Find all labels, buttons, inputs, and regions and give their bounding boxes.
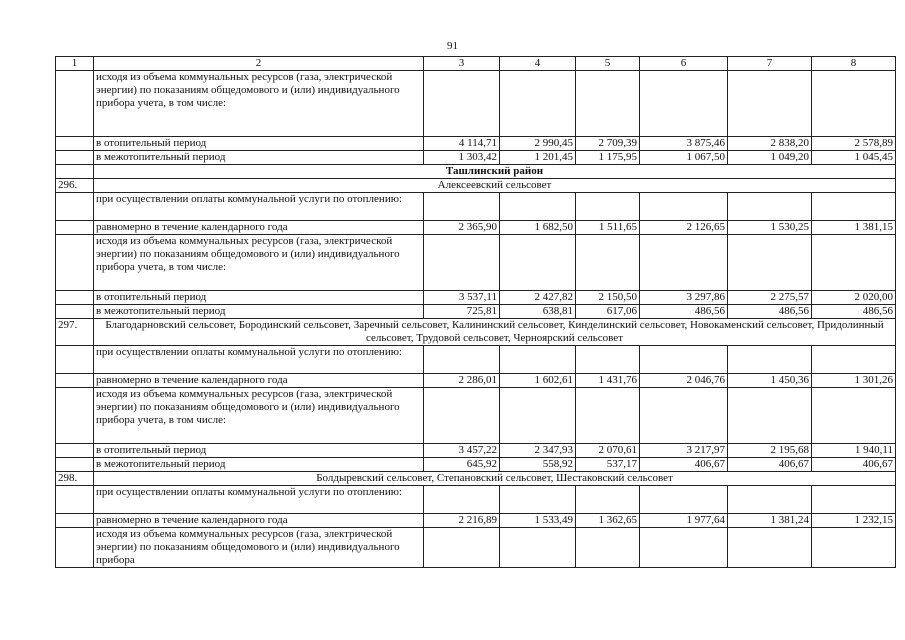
value-cell: 406,67 [640,458,728,472]
row-label: при осуществлении оплаты коммунальной услуги по отоплению: [94,193,424,221]
value-cell: 617,06 [576,305,640,319]
value-cell: 486,56 [728,305,812,319]
value-cell: 3 217,97 [640,444,728,458]
header-cell: 6 [640,57,728,71]
row-label: исходя из объема коммунальных ресурсов (газа, электрической энергии) по показаниям общедомового и (или) индивидуального прибора учета, в том числе: [94,71,424,137]
table-row [56,71,896,137]
value-cell: 1 049,20 [728,151,812,165]
row-label: исходя из объема коммунальных ресурсов (газа, электрической энергии) по показаниям общедомового и (или) индивидуального прибора учета, в том числе: [94,388,424,444]
value-cell: 486,56 [812,305,896,319]
header-cell: 7 [728,57,812,71]
value-cell: 1 511,65 [576,221,640,235]
section-title: Болдыревский сельсовет, Степановский сельсовет, Шестаковский сельсовет [94,472,896,486]
value-cell: 2 195,68 [728,444,812,458]
value-cell: 645,92 [424,458,500,472]
section-title-row [56,472,896,486]
row-label: при осуществлении оплаты коммунальной услуги по отоплению: [94,346,424,374]
table-row [56,458,896,472]
value-cell: 2 427,82 [500,291,576,305]
value-cell: 537,17 [576,458,640,472]
value-cell: 1 381,15 [812,221,896,235]
value-cell: 3 457,22 [424,444,500,458]
table-row [56,514,896,528]
value-cell: 1 450,36 [728,374,812,388]
table-row [56,388,896,444]
header-cell: 8 [812,57,896,71]
value-cell: 1 431,76 [576,374,640,388]
row-label: равномерно в течение календарного года [94,374,424,388]
value-cell: 1 381,24 [728,514,812,528]
section-title: Алексеевский сельсовет [94,179,896,193]
table-row [56,235,896,291]
table-row [56,221,896,235]
value-cell: 3 875,46 [640,137,728,151]
section-index: 297. [56,319,94,346]
value-cell: 2 150,50 [576,291,640,305]
section-title-row [56,179,896,193]
row-label: равномерно в течение календарного года [94,221,424,235]
value-cell: 1 977,64 [640,514,728,528]
value-cell: 558,92 [500,458,576,472]
value-cell: 1 175,95 [576,151,640,165]
row-label: исходя из объема коммунальных ресурсов (газа, электрической энергии) по показаниям общедомового и (или) индивидуального прибора [94,528,424,568]
value-cell: 1 530,25 [728,221,812,235]
table-row [56,291,896,305]
value-cell: 1 045,45 [812,151,896,165]
table-row [56,137,896,151]
row-label: в отопительный период [94,137,424,151]
value-cell: 406,67 [812,458,896,472]
row-label: исходя из объема коммунальных ресурсов (газа, электрической энергии) по показаниям общедомового и (или) индивидуального прибора учета, в том числе: [94,235,424,291]
tariff-table [55,56,896,568]
value-cell: 3 537,11 [424,291,500,305]
row-label: в межотопительный период [94,458,424,472]
table-row [56,374,896,388]
value-cell: 406,67 [728,458,812,472]
section-title: Благодарновский сельсовет, Бородинский сельсовет, Заречный сельсовет, Калининский сельсовет, Кинделинский сельсовет, Новокаменский сельсовет, Придолинный сельсовет, Трудовой сельсовет, Черноярский сельсовет [94,319,896,346]
row-label: в отопительный период [94,444,424,458]
value-cell: 725,81 [424,305,500,319]
table-row [56,305,896,319]
section-index: 298. [56,472,94,486]
table-row [56,486,896,514]
value-cell: 2 216,89 [424,514,500,528]
value-cell: 2 838,20 [728,137,812,151]
table-row [56,528,896,568]
value-cell: 1 533,49 [500,514,576,528]
value-cell: 1 682,50 [500,221,576,235]
table-row [56,346,896,374]
table-row [56,193,896,221]
header-row [56,57,896,71]
value-cell: 4 114,71 [424,137,500,151]
value-cell: 2 578,89 [812,137,896,151]
row-label: в межотопительный период [94,151,424,165]
page-number: 91 [447,40,458,52]
value-cell: 2 347,93 [500,444,576,458]
district-title: Ташлинский район [94,165,896,179]
value-cell: 2 020,00 [812,291,896,305]
header-cell: 4 [500,57,576,71]
row-label: в межотопительный период [94,305,424,319]
row-label: в отопительный период [94,291,424,305]
table-row [56,444,896,458]
value-cell: 1 303,42 [424,151,500,165]
row-label: равномерно в течение календарного года [94,514,424,528]
value-cell: 1 301,26 [812,374,896,388]
section-title-row [56,319,896,346]
value-cell: 2 126,65 [640,221,728,235]
value-cell: 1 067,50 [640,151,728,165]
value-cell: 2 709,39 [576,137,640,151]
value-cell: 2 286,01 [424,374,500,388]
header-cell: 5 [576,57,640,71]
value-cell: 638,81 [500,305,576,319]
value-cell: 1 362,65 [576,514,640,528]
section-index: 296. [56,179,94,193]
value-cell: 1 602,61 [500,374,576,388]
value-cell: 2 070,61 [576,444,640,458]
value-cell: 2 046,76 [640,374,728,388]
value-cell: 2 365,90 [424,221,500,235]
value-cell: 2 990,45 [500,137,576,151]
value-cell: 486,56 [640,305,728,319]
value-cell: 3 297,86 [640,291,728,305]
table-row [56,151,896,165]
header-cell: 1 [56,57,94,71]
value-cell: 1 940,11 [812,444,896,458]
header-cell: 2 [94,57,424,71]
district-row [56,165,896,179]
header-cell: 3 [424,57,500,71]
row-label: при осуществлении оплаты коммунальной услуги по отоплению: [94,486,424,514]
value-cell: 1 201,45 [500,151,576,165]
value-cell: 1 232,15 [812,514,896,528]
value-cell: 2 275,57 [728,291,812,305]
